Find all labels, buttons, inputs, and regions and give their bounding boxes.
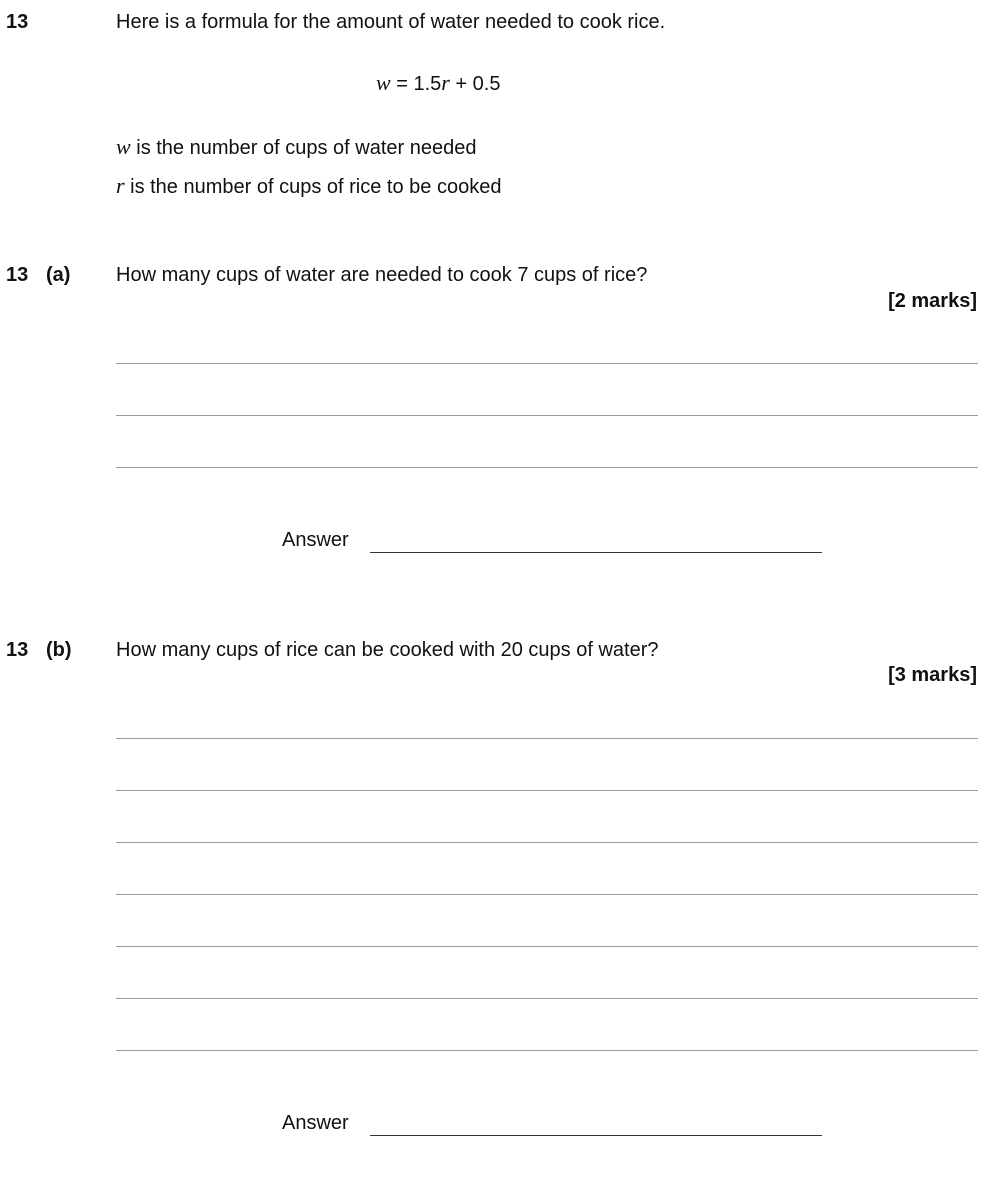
definition-w-var: w bbox=[116, 134, 131, 159]
part-b-number: 13 bbox=[6, 639, 29, 661]
part-b-working-line-1[interactable] bbox=[116, 738, 978, 739]
formula-tail: + 0.5 bbox=[455, 73, 501, 95]
question-intro: Here is a formula for the amount of water needed to cook rice. bbox=[116, 11, 666, 33]
part-b-working-line-3[interactable] bbox=[116, 842, 978, 843]
part-a-label: (a) bbox=[46, 264, 71, 286]
formula-var-r: r bbox=[441, 70, 450, 95]
part-a-answer-line[interactable] bbox=[370, 552, 822, 553]
part-a-working-line-1[interactable] bbox=[116, 363, 978, 364]
part-b-working-line-7[interactable] bbox=[116, 1050, 978, 1051]
part-b-answer-line[interactable] bbox=[370, 1135, 822, 1136]
definition-w-text: is the number of cups of water needed bbox=[136, 137, 477, 159]
part-a-working-line-2[interactable] bbox=[116, 415, 978, 416]
definition-r bbox=[116, 175, 501, 197]
part-a-answer-label: Answer bbox=[282, 529, 349, 551]
part-b-working-line-2[interactable] bbox=[116, 790, 978, 791]
formula-equals-part: = 1.5 bbox=[396, 73, 442, 95]
part-b-marks: [3 marks] bbox=[888, 664, 977, 686]
part-b-working-line-5[interactable] bbox=[116, 946, 978, 947]
part-b-working-line-4[interactable] bbox=[116, 894, 978, 895]
part-b-question: How many cups of rice can be cooked with 20 cups of water? bbox=[116, 639, 659, 661]
definition-r-text: is the number of cups of rice to be cooked bbox=[130, 176, 502, 198]
definition-r-var: r bbox=[116, 173, 125, 198]
part-b-label: (b) bbox=[46, 639, 72, 661]
part-b-answer-label: Answer bbox=[282, 1112, 349, 1134]
part-b-working-line-6[interactable] bbox=[116, 998, 978, 999]
part-a-working-line-3[interactable] bbox=[116, 467, 978, 468]
question-number: 13 bbox=[6, 11, 29, 33]
definition-w bbox=[116, 136, 476, 158]
part-a-number: 13 bbox=[6, 264, 29, 286]
part-a-question: How many cups of water are needed to cook 7 cups of rice? bbox=[116, 264, 648, 286]
part-a-marks: [2 marks] bbox=[888, 290, 977, 312]
formula-var-w: w bbox=[376, 70, 391, 95]
formula bbox=[376, 72, 500, 94]
